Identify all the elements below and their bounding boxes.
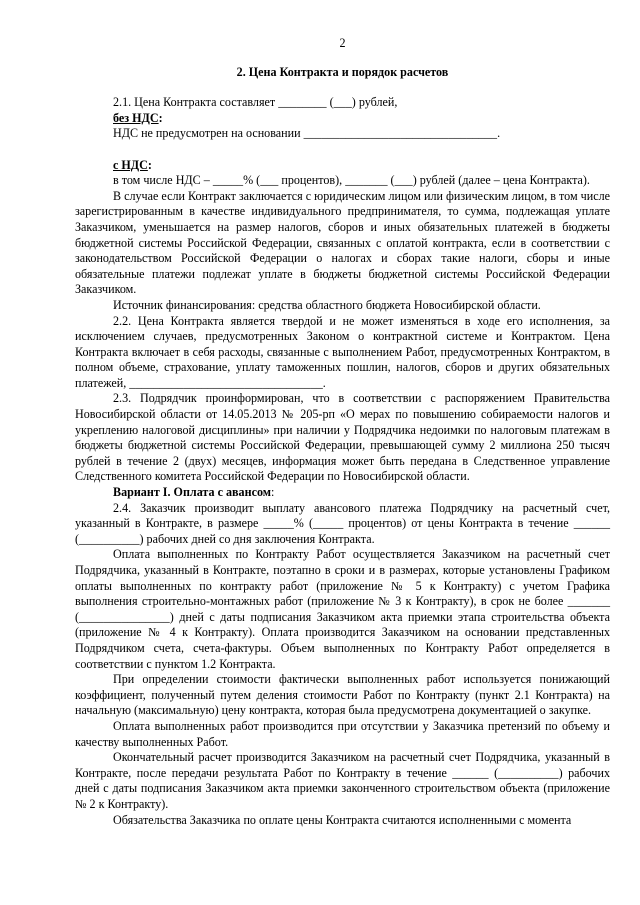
with-vat-text: в том числе НДС – _____% (___ процентов), _______ (___) рублей (далее – цена Контракта). [113, 173, 590, 188]
no-vat-label: без НДС [113, 110, 159, 125]
with-vat-heading [75, 158, 610, 174]
paragraph-reduction-coefficient: При определении стоимости фактически выполненных работ используется понижающий коэффициент, полученный путем деления стоимости Работ по Контракту (пункт 2.1 Контракта) на начальную (максимальную) цену контракта, которая была предусмотрена документацией о закупке. [75, 672, 610, 718]
variant-title: Вариант I. Оплата с авансом [113, 485, 271, 500]
variant-title-colon: : [271, 485, 275, 500]
paragraph-obligations: Обязательства Заказчика по оплате цены Контракта считаются исполненными с момента [113, 812, 572, 827]
paragraph-legal-entity: В случае если Контракт заключается с юридическим лицом или физическим лицом, в том числе зарегистрированным в качестве индивидуального предпринимателя, то сумма, подлежащая уплате Заказчиком, уменьшается на размер налогов, сборов и иных обязательных платежей в бюджеты бюджетной системы Российской Федерации, связанных с оплатой контракта, если в соответствии с законодательством Российской Федерации о налогах и сборах такие налоги, сборы и иные обязательные платежи подлежат уплате в бюджеты бюджетной системы Российской Федерации Заказчиком. [75, 188, 610, 297]
variant-heading [75, 485, 610, 501]
no-vat-label-colon: : [158, 110, 163, 125]
with-vat-label: с НДС [113, 157, 148, 172]
paragraph-2-2: 2.2. Цена Контракта является твердой и не может изменяться в ходе его исполнения, за исключением случаев, предусмотренных Законом о контрактной системе и Контрактом. Цена Контракта включает в себя расходы, связанные с выполнением Работ, предусмотренных Контрактом, в полном объеме, страхование, уплату таможенных пошлин, налогов, сборов и других обязательных платежей, ________________________________. [75, 313, 610, 390]
paragraph-no-claims: Оплата выполненных работ производится при отсутствии у Заказчика претензий по объему и качеству выполненных Работ. [75, 718, 610, 749]
paragraph-stage-payment: Оплата выполненных по Контракту Работ осуществляется Заказчиком на расчетный счет Подрядчика, указанный в Контракте, поэтапно в сроки и в размерах, которые установлены Графиком оплаты выполненных по контракту работ (приложение № 5 к Контракту) с учетом Графика выполнения строительно-монтажных работ (приложение № 3 к Контракту), в срок не более _______ (_______________) дней с даты подписания Заказчиком акта приемки этапа строительства объекта (приложение № 4 к Контракту). Оплата производится Заказчиком на основании представленных Подрядчиком счета, счета-фактуры. Объем выполненных по Контракту Работ определяется в соответствии с пунктом 1.2 Контракта. [75, 547, 610, 671]
section-title: 2. Цена Контракта и порядок расчетов [236, 64, 449, 79]
with-vat-label-colon: : [147, 157, 152, 172]
paragraph-2-3: 2.3. Подрядчик проинформирован, что в соответствии с распоряжением Правительства Новосибирской области от 14.05.2013 № 205-рп «О мерах по повышению собираемости налогов и укреплению налоговой дисциплины» при наличии у Подрядчика недоимки по налоговым платежам в бюджеты бюджетной системы Российской Федерации, превышающей сумму 2 миллиона 250 тысяч рублей в течение 2 (двух) месяцев, информация может быть передана в Следственное управление Следственного комитета Российской Федерации по Новосибирской области. [75, 391, 610, 484]
paragraph-final-payment: Окончательный расчет производится Заказчиком на расчетный счет Подрядчика, указанный в Контракте, после передачи результата Работ по Контракту в течение ______ (__________) рабочих дней с даты подписания Заказчиком акта приемки законченного строительством объекта (приложение № 2 к Контракту). [75, 750, 610, 811]
paragraph-funding-source: Источник финансирования: средства областного бюджета Новосибирской области. [113, 297, 541, 312]
paragraph-2-4: 2.4. Заказчик производит выплату авансового платежа Подрядчику на расчетный счет, указанный в Контракте, в размере _____% (_____ процентов) от цены Контракта в течение ______ (__________) рабочих дней со дня заключения Контракта. [75, 500, 610, 546]
price-line: 2.1. Цена Контракта составляет ________ (___) рублей, [113, 95, 398, 110]
page-number: 2 [339, 36, 346, 50]
no-vat-basis: НДС не предусмотрен на основании ________________________________. [113, 126, 501, 141]
no-vat-heading [75, 111, 610, 127]
